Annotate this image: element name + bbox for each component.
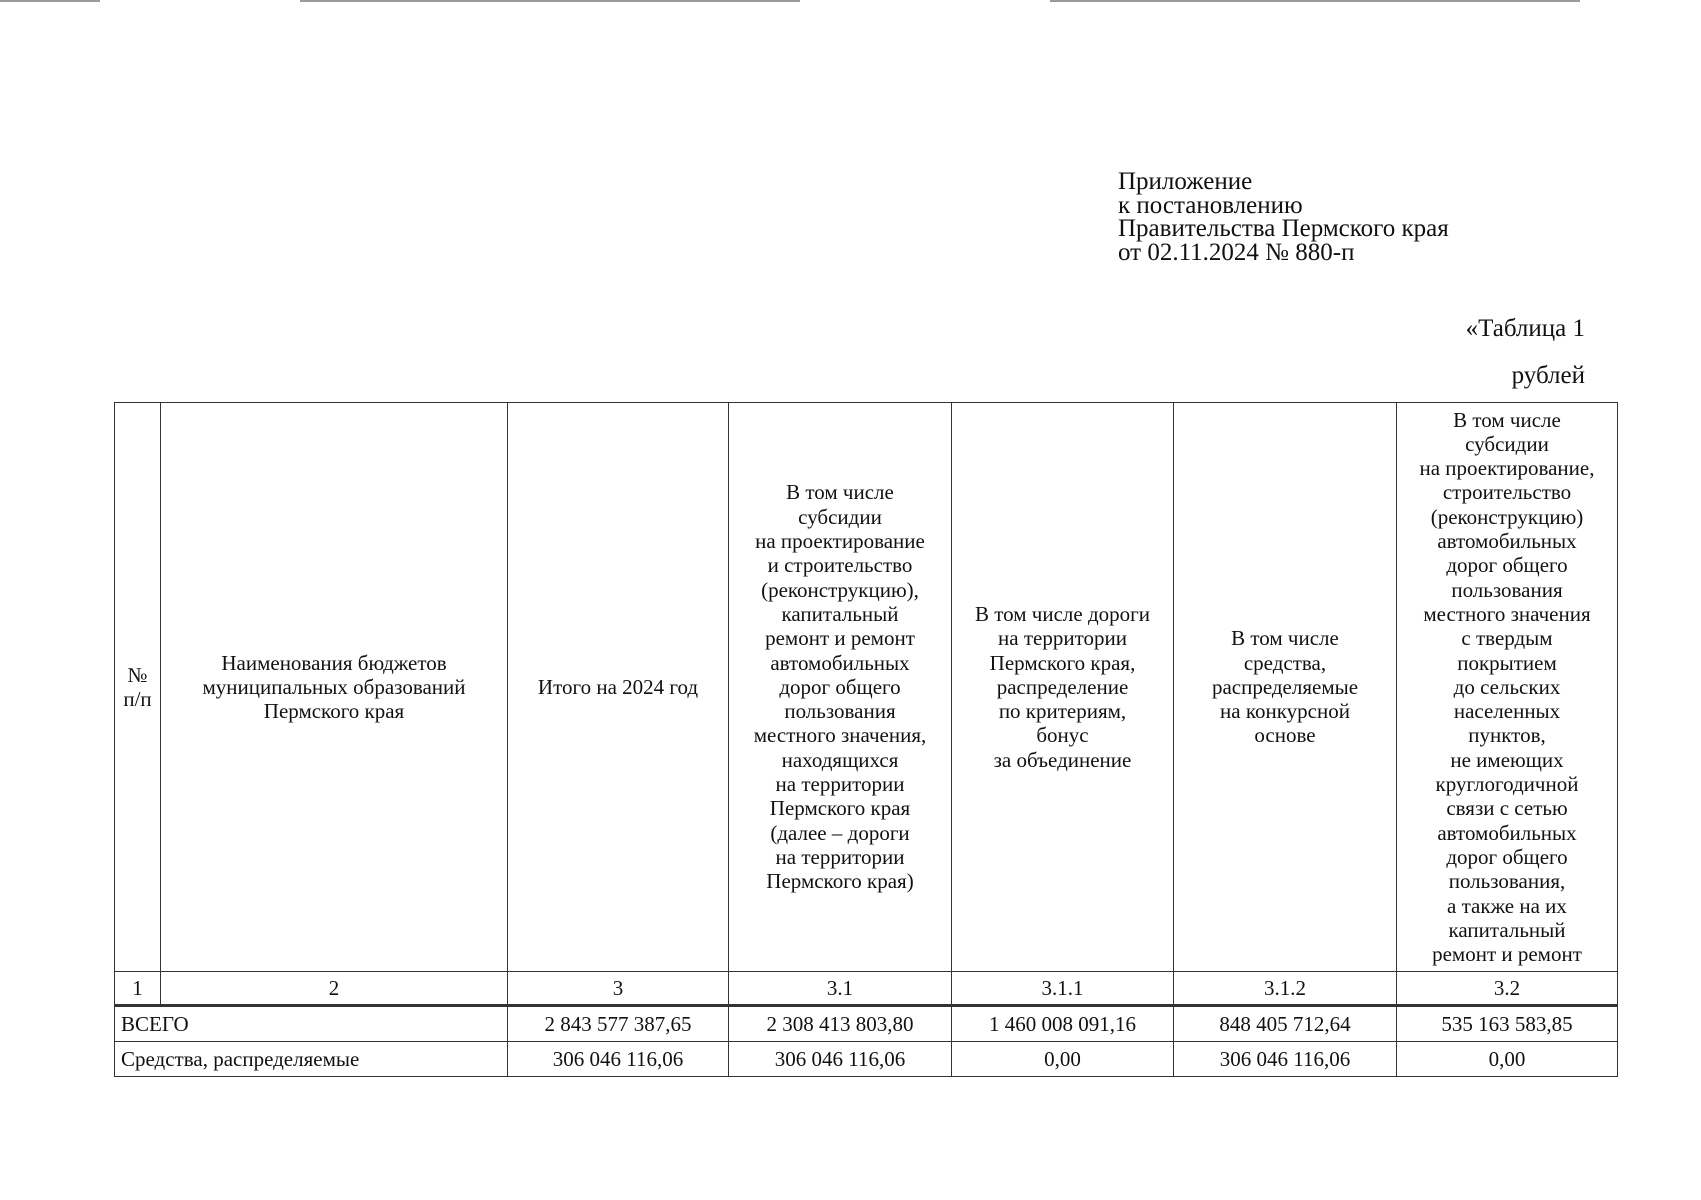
header-cell-criteria-bonus: В том числе дороги на территории Пермского края, распределение по критериям, бонус за объединение [952, 403, 1174, 972]
appendix-header [1118, 170, 1449, 264]
row-value: 1 460 008 091,16 [952, 1006, 1174, 1042]
appendix-line: от 02.11.2024 № 880-п [1118, 238, 1355, 266]
table-row-distributed-funds [115, 1042, 1618, 1077]
table-header-row [115, 403, 1618, 972]
row-value: 0,00 [952, 1042, 1174, 1077]
row-value: 2 843 577 387,65 [508, 1006, 729, 1042]
column-number: 3 [508, 972, 729, 1006]
scan-edge-line [300, 0, 800, 2]
header-cell-budget-name: Наименования бюджетов муниципальных образований Пермского края [161, 403, 508, 972]
row-value: 0,00 [1397, 1042, 1618, 1077]
column-number-row [115, 972, 1618, 1006]
row-value: 2 308 413 803,80 [729, 1006, 952, 1042]
header-cell-number: № п/п [115, 403, 161, 972]
row-value: 306 046 116,06 [1174, 1042, 1397, 1077]
column-number: 2 [161, 972, 508, 1006]
appendix-line: к постановлению [1118, 191, 1303, 219]
budget-table [114, 402, 1618, 1077]
header-cell-total-2024: Итого на 2024 год [508, 403, 729, 972]
appendix-line: Правительства Пермского края [1118, 215, 1449, 242]
table-row-total [115, 1006, 1618, 1042]
units-label: рублей [1511, 362, 1585, 389]
header-cell-competitive: В том числе средства, распределяемые на конкурсной основе [1174, 403, 1397, 972]
column-number: 3.1.2 [1174, 972, 1397, 1006]
scan-edge-line [1050, 0, 1580, 2]
scan-edge-line [0, 0, 100, 2]
row-name: ВСЕГО [115, 1006, 508, 1042]
row-value: 306 046 116,06 [508, 1042, 729, 1077]
header-cell-rural-roads: В том числе субсидии на проектирование, строительство (реконструкцию) автомобильных дорог общего пользования местного значения с твердым покрытием до сельских населенных пунктов, не имеющих круглогодичной связи с сетью автомобильных дорог общего пользования, а также на их капитальный ремонт и ремонт [1397, 403, 1618, 972]
header-cell-subsidies-roads: В том числе субсидии на проектирование и строительство (реконструкцию), капитальный ремонт и ремонт автомобильных дорог общего пользования местного значения, находящихся на территории Пермского края (далее – дороги на территории Пермского края) [729, 403, 952, 972]
appendix-line: Приложение [1118, 168, 1253, 195]
column-number: 3.2 [1397, 972, 1618, 1006]
row-name: Средства, распределяемые [115, 1042, 508, 1077]
column-number: 3.1.1 [952, 972, 1174, 1006]
table-caption: «Таблица 1 [1465, 315, 1585, 342]
row-value: 535 163 583,85 [1397, 1006, 1618, 1042]
row-value: 848 405 712,64 [1174, 1006, 1397, 1042]
column-number: 3.1 [729, 972, 952, 1006]
column-number: 1 [115, 972, 161, 1006]
row-value: 306 046 116,06 [729, 1042, 952, 1077]
